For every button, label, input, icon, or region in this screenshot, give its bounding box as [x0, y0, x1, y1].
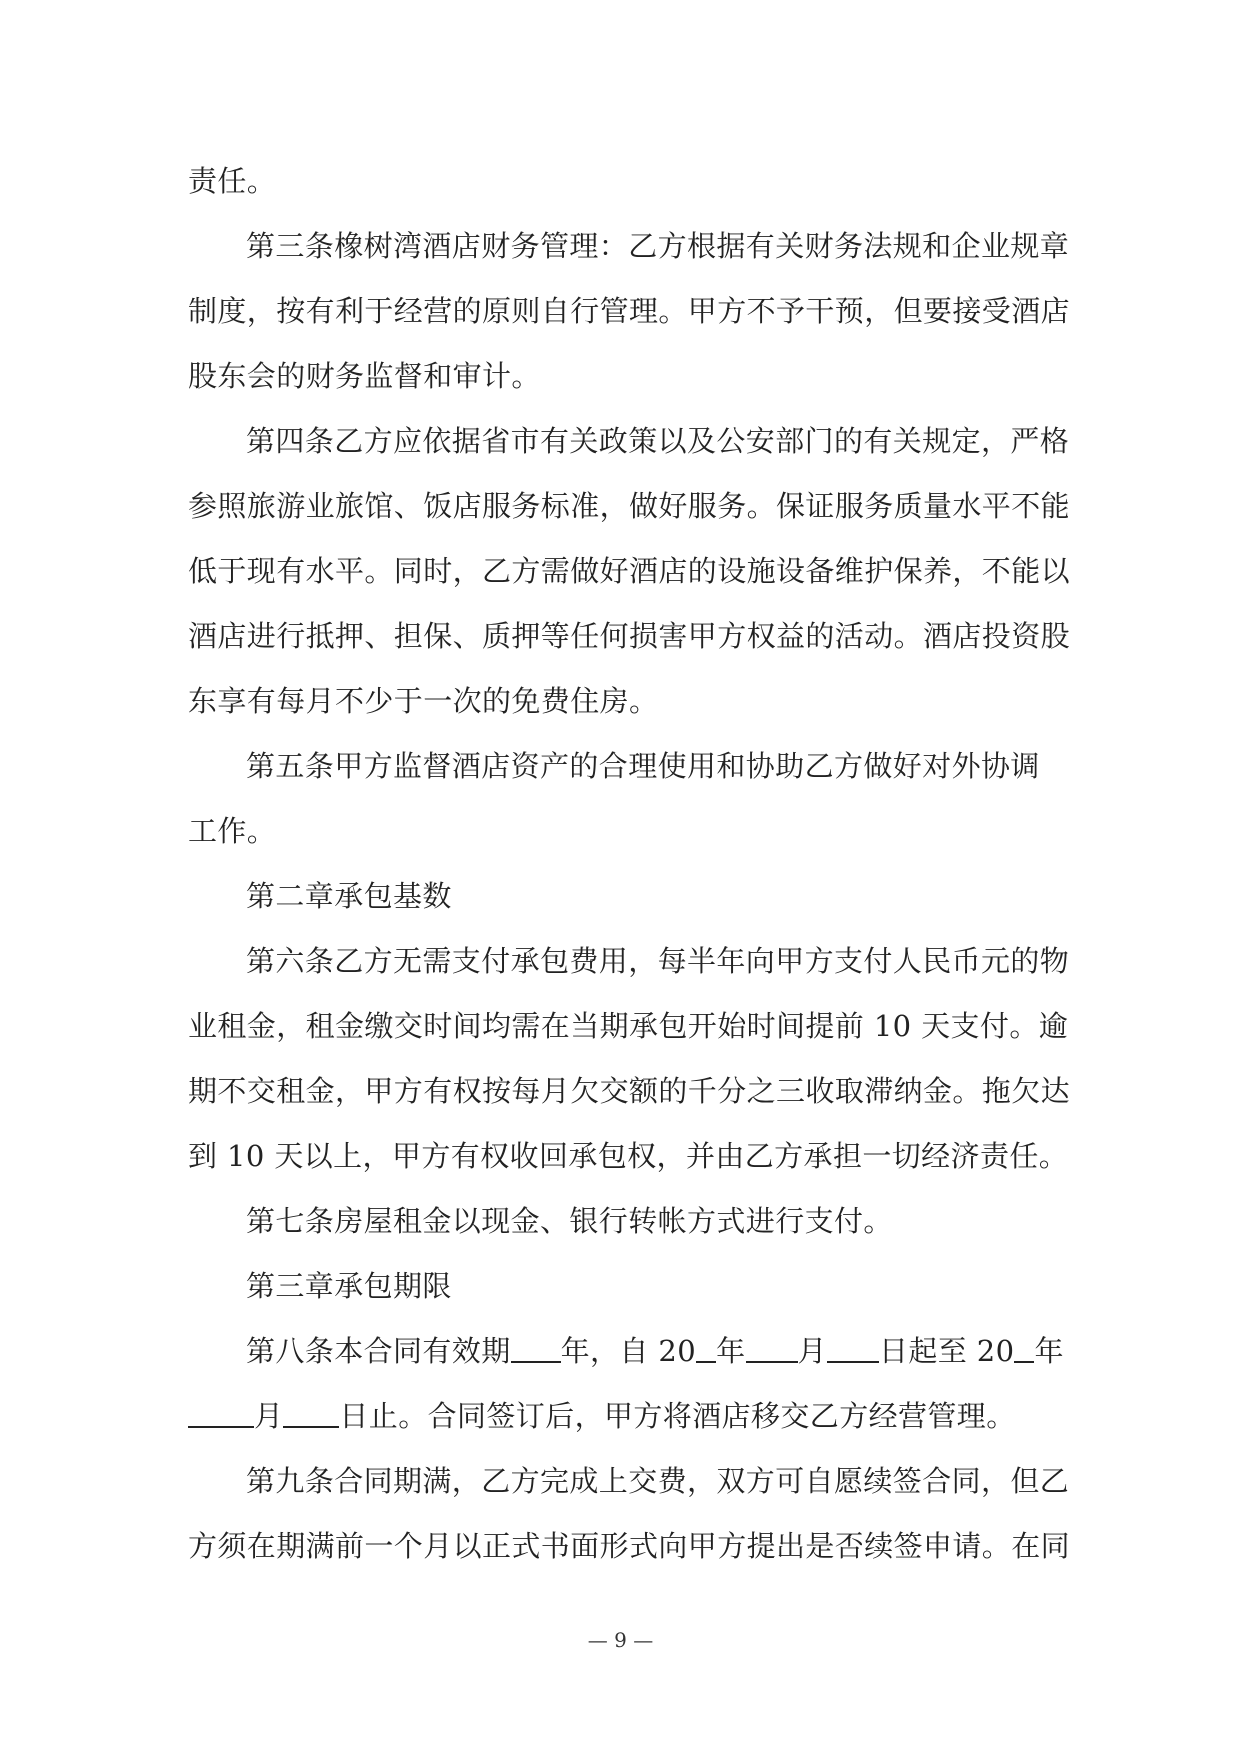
text-line: 低于现有水平。同时，乙方需做好酒店的设施设备维护保养，不能以	[188, 554, 1071, 588]
fill-in-blank	[1014, 1335, 1034, 1363]
text-line: 第六条乙方无需支付承包费用，每半年向甲方支付人民币元的物	[246, 944, 1070, 978]
text-line: 方须在期满前一个月以正式书面形式向甲方提出是否续签申请。在同	[188, 1529, 1071, 1563]
text-line: 期不交租金，甲方有权按每月欠交额的千分之三收取滞纳金。拖欠达	[188, 1074, 1071, 1108]
text-line: 制度，按有利于经营的原则自行管理。甲方不予干预，但要接受酒店	[188, 294, 1071, 328]
text-line: 参照旅游业旅馆、饭店服务标准，做好服务。保证服务质量水平不能	[188, 489, 1071, 523]
text-line: 到 10 天以上，甲方有权收回承包权，并由乙方承担一切经济责任。	[188, 1139, 1069, 1173]
fill-in-blank	[746, 1335, 798, 1363]
article-8-text: 月	[797, 1334, 827, 1368]
text-line: 股东会的财务监督和审计。	[188, 359, 541, 393]
text-line: 东享有每月不少于一次的免费住房。	[188, 684, 659, 718]
article-8-text: 日起至 20	[878, 1334, 1015, 1368]
text-line: 责任。	[188, 164, 277, 198]
chapter-heading: 第三章承包期限	[246, 1269, 452, 1303]
text-line: 业租金，租金缴交时间均需在当期承包开始时间提前 10 天支付。逾	[188, 1009, 1069, 1043]
fill-in-blank	[827, 1335, 879, 1363]
article-8-text: 年	[1034, 1334, 1064, 1368]
article-8-text: 日止。合同签订后，甲方将酒店移交乙方经营管理。	[339, 1399, 1016, 1433]
fill-in-blank	[511, 1335, 561, 1363]
page-number: — 9 —	[587, 1628, 654, 1652]
article-8-line-1	[188, 1319, 1064, 1384]
article-8-text: 第八条本合同有效期	[246, 1334, 511, 1368]
text-line: 第五条甲方监督酒店资产的合理使用和协助乙方做好对外协调	[246, 749, 1040, 783]
article-8-text: 年，自 20	[560, 1334, 697, 1368]
text-line: 第四条乙方应依据省市有关政策以及公安部门的有关规定，严格	[246, 424, 1070, 458]
document-body	[188, 149, 1071, 1579]
fill-in-blank	[188, 1400, 254, 1428]
article-8-text: 月	[254, 1399, 284, 1433]
text-line: 第三条橡树湾酒店财务管理：乙方根据有关财务法规和企业规章	[246, 229, 1070, 263]
fill-in-blank	[283, 1400, 339, 1428]
chapter-heading: 第二章承包基数	[246, 879, 452, 913]
text-line: 酒店进行抵押、担保、质押等任何损害甲方权益的活动。酒店投资股	[188, 619, 1071, 653]
fill-in-blank	[696, 1335, 716, 1363]
article-8-text: 年	[716, 1334, 746, 1368]
text-line: 工作。	[188, 814, 277, 848]
text-line: 第九条合同期满，乙方完成上交费，双方可自愿续签合同，但乙	[246, 1464, 1070, 1498]
article-8-line-2	[188, 1384, 1054, 1449]
text-line: 第七条房屋租金以现金、银行转帐方式进行支付。	[246, 1204, 893, 1238]
